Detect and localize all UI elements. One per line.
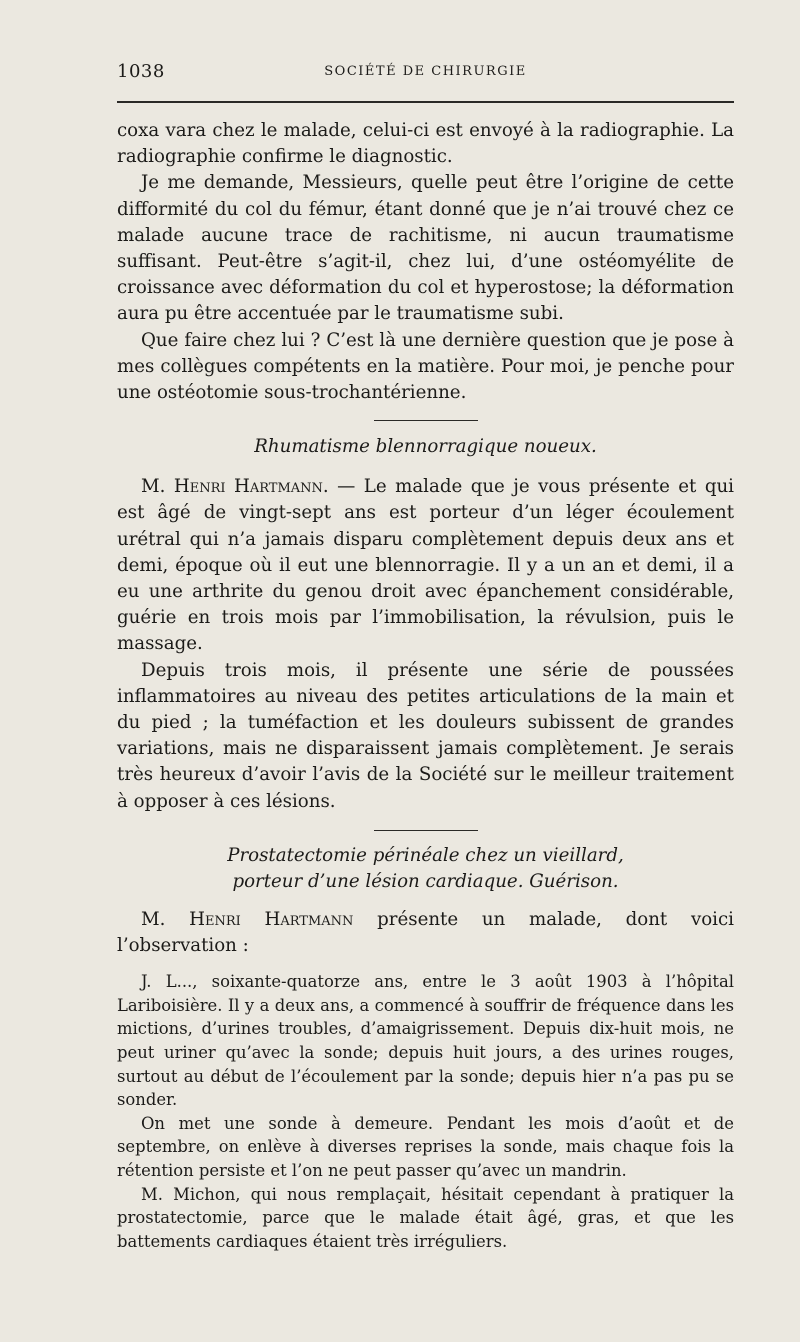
speaker-name: M. Henri Hartmann. — [141, 476, 329, 498]
section-divider — [374, 420, 478, 421]
header-rule — [117, 101, 734, 103]
section-title-line: porteur d’une lésion cardiaque. Guérison. — [232, 870, 619, 892]
paragraph-recent-attacks: Depuis trois mois, il présente une série de poussées inflammatoires au niveau des petites articulations de la main et du pied ; la tuméfaction et les douleurs subissent de grandes variations, mais ne disparaissent jamais complètement. Je serais très heureux d’avoir l’avis de la Société sur le meilleur traitement à opposer à ces lésions. — [117, 659, 734, 812]
paragraph-treatment-question: Que faire chez lui ? C’est là une dernière question que je pose à mes collègues compétents en la matière. Pour moi, je penche pour une ostéotomie sous-trochantérienne. — [117, 329, 734, 404]
running-head: SOCIÉTÉ DE CHIRURGIE — [324, 64, 527, 79]
observation-paragraph: On met une sonde à demeure. Pendant les mois d’août et de septembre, on enlève à diverses reprises la sonde, mais chaque fois la rétention persiste et l’on ne peut passer qu’avec un mandrin. — [117, 1113, 734, 1181]
section-title-line: Prostatectomie périnéale chez un vieillard, — [227, 844, 624, 866]
observation-paragraph: J. L..., soixante-quatorze ans, entre le 3 août 1903 à l’hôpital Lariboisière. Il y a deux ans, a commencé à souffrir de fréquence dans les mictions, d’urines troubles, d’amaigrissement. Depuis dix-huit mois, ne peut uriner qu’avec la sonde; depuis huit jours, a des urines rouges, surtout au début de l’écoulement par la sonde; depuis hier n’a pas pu se sonder. — [117, 972, 734, 1110]
section-title-rhumatisme: Rhumatisme blennorragique noueux. — [254, 436, 597, 458]
page-body — [117, 118, 734, 1253]
paragraph-origin-question: Je me demande, Messieurs, quelle peut être l’origine de cette difformité du col du fémur, étant donné que je n’ai trouvé chez ce malade aucune trace de rachitisme, ni aucun traumatisme suffisant. Peut-être s’agit-il, chez lui, d’une ostéomyélite de croissance avec déformation du col et hyperostose; la déformation aura pu être accentuée par le traumatisme subi. — [117, 172, 734, 325]
continued-paragraph: coxa vara chez le malade, celui-ci est envoyé à la radiographie. La radiographie confirme le diagnostic. — [117, 120, 734, 168]
paragraph-text: présente un malade, dont voici l’observation : — [117, 908, 734, 957]
paragraph-observation-intro — [117, 907, 734, 959]
paragraph-text: — Le malade que je vous présente et qui est âgé de vingt-sept ans est porteur d’un léger écoulement urétral qui n’a jamais disparu complètement depuis deux ans et demi, époque où il eut une blennorragie. Il y a un an et demi, il a eu une arthrite du genou droit avec épanchement considérable, guérie en trois mois par l’immobilisation, la révulsion, puis le massage. — [117, 476, 734, 655]
speaker-name: M. Henri Hartmann — [141, 908, 354, 930]
observation-paragraph: M. Michon, qui nous remplaçait, hésitait cependant à pratiquer la prostatectomie, parce que le malade était âgé, gras, et que les battements cardiaques étaient très irréguliers. — [117, 1184, 734, 1251]
paragraph-hartmann-case — [117, 474, 734, 657]
page-number: 1038 — [117, 61, 165, 82]
section-divider — [374, 830, 478, 831]
page-header — [117, 61, 734, 85]
section-title-prostatectomie — [117, 843, 734, 895]
